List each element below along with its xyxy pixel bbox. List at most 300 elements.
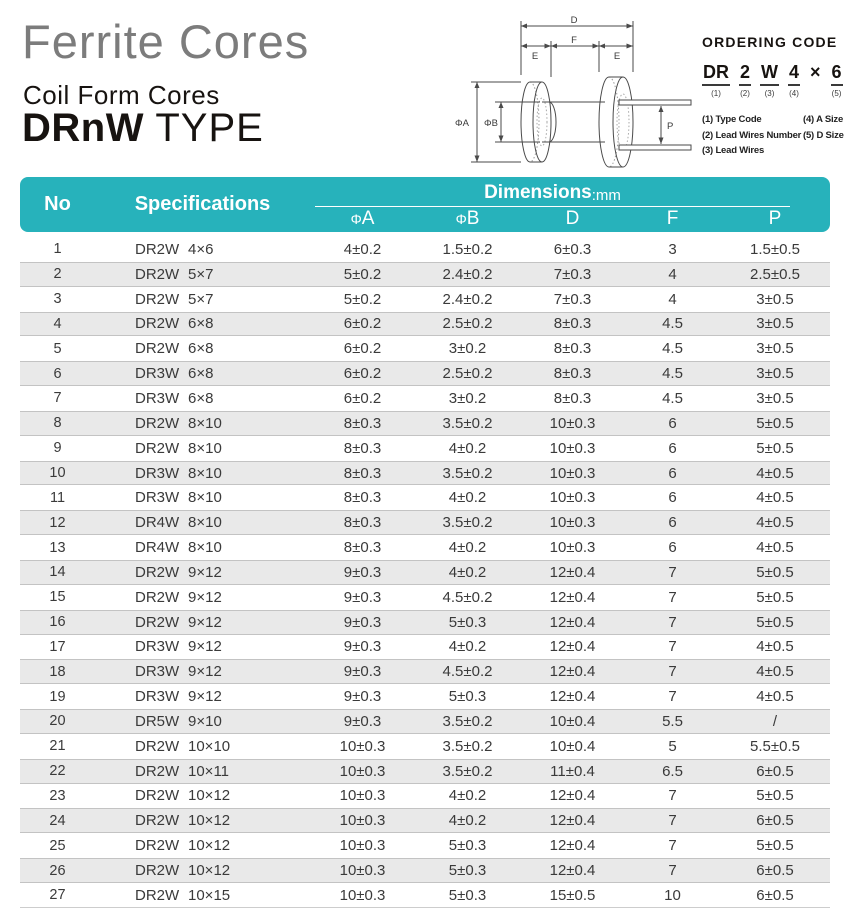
- ordering-code-legend: [702, 112, 848, 159]
- segment-chars: 4: [788, 63, 800, 86]
- dim-d: 12±0.4: [549, 613, 596, 631]
- segment-chars: DR: [702, 63, 730, 86]
- dim-d: 12±0.4: [549, 787, 596, 805]
- segment-index: (2): [740, 89, 750, 98]
- row-specification: [95, 390, 310, 407]
- spec-type-code: DR2W: [135, 240, 180, 258]
- dim-d: 12±0.4: [549, 862, 596, 880]
- dim-f: 4: [668, 265, 677, 283]
- dim-phi-b: 4±0.2: [448, 812, 487, 830]
- spec-size: 10×12: [188, 862, 231, 880]
- row-specification: [95, 315, 310, 332]
- dim-phi-a: 6±0.2: [343, 340, 382, 358]
- row-specification: [95, 713, 310, 730]
- spec-type-code: DR5W: [135, 712, 180, 730]
- dim-p: 4±0.5: [756, 489, 794, 507]
- dim-phi-b: 3.5±0.2: [442, 414, 493, 432]
- table-row: [20, 287, 830, 312]
- legend-item: (4) A Size: [803, 114, 844, 125]
- dim-p: 5±0.5: [756, 787, 794, 805]
- spec-size: 10×12: [188, 787, 231, 805]
- segment-index: (5): [831, 89, 842, 98]
- row-number: 2: [53, 266, 62, 283]
- row-specification: [95, 291, 310, 308]
- spec-type-code: DR3W: [135, 688, 180, 706]
- spec-type-code: DR2W: [135, 886, 180, 904]
- row-specification: [95, 489, 310, 506]
- column-header-f: F: [666, 208, 679, 230]
- table-row: [20, 709, 830, 734]
- dim-p: 5±0.5: [756, 837, 794, 855]
- spec-type-code: DR2W: [135, 414, 180, 432]
- dim-f: 6: [668, 464, 677, 482]
- dim-f: 7: [668, 563, 677, 581]
- dim-d: 10±0.3: [549, 514, 596, 532]
- spec-size: 10×11: [188, 762, 230, 780]
- row-number: 10: [49, 465, 66, 482]
- dim-p: 5.5±0.5: [750, 737, 800, 755]
- dim-phi-b: 5±0.3: [448, 837, 487, 855]
- dim-p: 6±0.5: [756, 762, 794, 780]
- dimensions-unit: :mm: [591, 186, 621, 204]
- segment-chars: 2: [739, 63, 751, 86]
- segment-index: (1): [711, 89, 721, 98]
- dim-p: 6±0.5: [756, 886, 794, 904]
- row-number: 7: [53, 390, 62, 407]
- table-row: [20, 883, 830, 908]
- dim-phi-a: 9±0.3: [343, 688, 382, 706]
- dim-p: 1.5±0.5: [750, 240, 800, 258]
- row-specification: [95, 738, 310, 755]
- row-number: 4: [53, 315, 62, 332]
- dim-phi-b: 3.5±0.2: [442, 762, 493, 780]
- dim-d: 10±0.3: [549, 489, 596, 507]
- row-number: 27: [49, 887, 66, 904]
- dim-phi-b: 5±0.3: [448, 886, 487, 904]
- dim-phi-a: 8±0.3: [343, 514, 382, 532]
- dim-phi-b: 4±0.2: [448, 638, 487, 656]
- dim-f: 7: [668, 837, 677, 855]
- dim-phi-b: 2.5±0.2: [442, 365, 493, 383]
- spec-size: 8×10: [188, 514, 222, 532]
- column-header-no: No: [44, 193, 71, 215]
- spec-size: 9×12: [188, 688, 222, 706]
- dim-d: 7±0.3: [553, 265, 592, 283]
- dim-phi-b: 2.4±0.2: [442, 265, 493, 283]
- dim-phi-b: 4±0.2: [448, 439, 487, 457]
- spec-size: 6×8: [188, 365, 214, 383]
- dim-phi-b: 4±0.2: [448, 539, 487, 557]
- spec-type-code: DR2W: [135, 563, 180, 581]
- dim-label-phi-b: ΦB: [484, 118, 498, 129]
- row-specification: [95, 340, 310, 357]
- row-number: 5: [53, 340, 62, 357]
- dim-phi-b: 3±0.2: [448, 340, 487, 358]
- table-row: [20, 833, 830, 858]
- dim-p: 2.5±0.5: [750, 265, 800, 283]
- dim-phi-b: 2.5±0.2: [442, 315, 493, 333]
- page-subtitle: Coil Form Cores: [23, 80, 220, 110]
- dim-f: 6: [668, 539, 677, 557]
- row-specification: [95, 887, 310, 904]
- row-number: 19: [49, 688, 66, 705]
- dim-f: 7: [668, 588, 677, 606]
- dim-p: 5±0.5: [756, 439, 794, 457]
- spec-type-code: DR4W: [135, 514, 180, 532]
- dim-p: 4±0.5: [756, 638, 794, 656]
- dim-label-phi-a: ΦA: [455, 118, 469, 129]
- spec-size: 10×12: [188, 812, 231, 830]
- ordering-code-segment: [702, 63, 730, 98]
- table-row: [20, 312, 830, 337]
- table-row: [20, 411, 830, 436]
- segment-index: (3): [764, 89, 775, 98]
- spec-size: 9×12: [188, 613, 222, 631]
- spec-type-code: DR3W: [135, 389, 180, 407]
- table-row: [20, 659, 830, 684]
- table-row: [20, 585, 830, 610]
- table-row: [20, 684, 830, 709]
- row-specification: [95, 465, 310, 482]
- table-row: [20, 461, 830, 486]
- dim-f: 5.5: [662, 712, 683, 730]
- dim-d: 10±0.3: [549, 539, 596, 557]
- dim-p: 4±0.5: [756, 539, 794, 557]
- dim-d: 10±0.3: [549, 464, 596, 482]
- dim-f: 4.5: [662, 340, 683, 358]
- spec-size: 10×10: [188, 737, 231, 755]
- column-header-p: P: [768, 208, 782, 230]
- dim-phi-b: 3±0.2: [448, 389, 487, 407]
- dim-d: 6±0.3: [553, 240, 592, 258]
- dim-d: 12±0.4: [549, 638, 596, 656]
- dim-d: 8±0.3: [553, 365, 592, 383]
- dim-phi-a: 10±0.3: [339, 762, 386, 780]
- dim-phi-b: 1.5±0.2: [442, 240, 493, 258]
- spec-type-code: DR2W: [135, 737, 180, 755]
- column-header-d: D: [565, 208, 580, 230]
- spec-size: 6×8: [188, 340, 214, 358]
- dim-phi-a: 10±0.3: [339, 837, 386, 855]
- dimensions-group-title: [315, 177, 790, 207]
- dim-f: 7: [668, 638, 677, 656]
- legend-item: (1) Type Code: [702, 114, 762, 125]
- dim-p: 5±0.5: [756, 563, 794, 581]
- spec-size: 5×7: [188, 290, 214, 308]
- row-number: 15: [49, 589, 66, 606]
- spec-type-code: DR2W: [135, 812, 180, 830]
- spec-size: 6×8: [188, 315, 214, 333]
- dim-phi-a: 8±0.3: [343, 489, 382, 507]
- dim-d: 10±0.3: [549, 439, 596, 457]
- dim-p: 5±0.5: [756, 588, 794, 606]
- row-number: 18: [49, 663, 66, 680]
- table-row: [20, 386, 830, 411]
- legend-item: (2) Lead Wires Number: [702, 129, 802, 141]
- dim-phi-b: 5±0.3: [448, 862, 487, 880]
- dim-phi-b: 4.5±0.2: [442, 588, 493, 606]
- drum-core-dimension-diagram: [443, 15, 693, 173]
- dim-f: 6: [668, 414, 677, 432]
- spec-type-code: DR3W: [135, 464, 180, 482]
- column-header-phi-b: ΦB: [455, 208, 480, 230]
- segment-chars: 6: [831, 63, 843, 86]
- dim-phi-a: 8±0.3: [343, 539, 382, 557]
- spec-type-code: DR2W: [135, 265, 180, 283]
- row-specification: [95, 440, 310, 457]
- dim-phi-b: 4±0.2: [448, 489, 487, 507]
- dim-phi-a: 10±0.3: [339, 737, 386, 755]
- dim-d: 8±0.3: [553, 315, 592, 333]
- dim-phi-b: 5±0.3: [448, 688, 487, 706]
- dim-phi-a: 5±0.2: [343, 265, 382, 283]
- segment-chars: W: [760, 63, 779, 86]
- spec-type-code: DR3W: [135, 489, 180, 507]
- spec-size: 9×12: [188, 588, 222, 606]
- type-title: [22, 106, 264, 151]
- spec-size: 6×8: [188, 389, 214, 407]
- spec-size: 10×12: [188, 837, 231, 855]
- spec-type-code: DR2W: [135, 837, 180, 855]
- dim-phi-b: 3.5±0.2: [442, 737, 493, 755]
- dim-f: 4.5: [662, 365, 683, 383]
- row-number: 8: [53, 415, 62, 432]
- spec-type-code: DR2W: [135, 439, 180, 457]
- dim-phi-a: 5±0.2: [343, 290, 382, 308]
- dim-f: 7: [668, 688, 677, 706]
- dim-f: 7: [668, 787, 677, 805]
- dim-f: 5: [668, 737, 677, 755]
- dim-d: 12±0.4: [549, 663, 596, 681]
- table-row: [20, 759, 830, 784]
- dim-d: 8±0.3: [553, 389, 592, 407]
- row-specification: [95, 514, 310, 531]
- table-row: [20, 535, 830, 560]
- legend-item: (5) D Size: [803, 129, 844, 141]
- dim-phi-a: 9±0.3: [343, 588, 382, 606]
- row-number: 6: [53, 365, 62, 382]
- ordering-code-string: [702, 63, 848, 98]
- spec-size: 8×10: [188, 414, 222, 432]
- dim-f: 6: [668, 489, 677, 507]
- row-number: 22: [49, 763, 66, 780]
- dim-phi-b: 3.5±0.2: [442, 514, 493, 532]
- spec-type-code: DR2W: [135, 290, 180, 308]
- spec-type-code: DR4W: [135, 539, 180, 557]
- row-number: 23: [49, 787, 66, 804]
- dim-phi-b: 2.4±0.2: [442, 290, 493, 308]
- dim-p: /: [772, 712, 778, 730]
- dim-phi-a: 10±0.3: [339, 812, 386, 830]
- ordering-code-title: ORDERING CODE: [702, 34, 838, 50]
- dim-phi-b: 4±0.2: [448, 787, 487, 805]
- spec-size: 8×10: [188, 439, 222, 457]
- dim-phi-b: 5±0.3: [448, 613, 487, 631]
- dim-label-e-left: E: [531, 51, 539, 62]
- page-title: Ferrite Cores: [22, 15, 310, 68]
- spec-type-code: DR2W: [135, 340, 180, 358]
- spec-type-code: DR3W: [135, 638, 180, 656]
- table-row: [20, 237, 830, 262]
- table-row: [20, 436, 830, 461]
- spec-size: 9×12: [188, 663, 222, 681]
- dim-p: 6±0.5: [756, 812, 794, 830]
- row-number: 20: [49, 713, 66, 730]
- row-number: 11: [49, 489, 66, 506]
- spec-type-code: DR3W: [135, 365, 180, 383]
- row-specification: [95, 564, 310, 581]
- dim-d: 12±0.4: [549, 563, 596, 581]
- dim-phi-a: 8±0.3: [343, 439, 382, 457]
- table-row: [20, 510, 830, 535]
- table-header: [20, 177, 830, 232]
- row-specification: [95, 812, 310, 829]
- ordering-code-segment: [739, 63, 751, 98]
- row-specification: [95, 415, 310, 432]
- spec-type-code: DR2W: [135, 315, 180, 333]
- row-specification: [95, 763, 310, 780]
- dim-d: 8±0.3: [553, 340, 592, 358]
- dim-p: 4±0.5: [756, 464, 794, 482]
- dim-p: 6±0.5: [756, 862, 794, 880]
- dimension-column-headers: [310, 207, 830, 232]
- dim-label-f: F: [571, 35, 577, 46]
- spec-size: 8×10: [188, 464, 222, 482]
- dim-phi-a: 9±0.3: [343, 712, 382, 730]
- row-specification: [95, 614, 310, 631]
- type-name: DRnW: [22, 106, 144, 150]
- dim-p: 3±0.5: [756, 365, 794, 383]
- dim-d: 12±0.4: [549, 812, 596, 830]
- dim-phi-a: 9±0.3: [343, 613, 382, 631]
- spec-size: 8×10: [188, 489, 222, 507]
- row-number: 17: [49, 638, 66, 655]
- legend-item: (3) Lead Wires: [702, 145, 765, 157]
- spec-size: 4×6: [188, 240, 214, 258]
- dim-p: 4±0.5: [756, 514, 794, 532]
- ordering-code-segment: [760, 63, 779, 98]
- row-specification: [95, 638, 310, 655]
- spec-type-code: DR2W: [135, 862, 180, 880]
- dim-phi-b: 4.5±0.2: [442, 663, 493, 681]
- dim-d: 10±0.4: [549, 737, 596, 755]
- segment-index: (4): [789, 89, 799, 98]
- dim-phi-a: 9±0.3: [343, 663, 382, 681]
- spec-type-code: DR3W: [135, 663, 180, 681]
- row-specification: [95, 837, 310, 854]
- dim-d: 12±0.4: [549, 837, 596, 855]
- dim-label-p: P: [667, 121, 674, 132]
- column-header-phi-a: ΦA: [350, 208, 375, 230]
- ordering-code-segment: [788, 63, 800, 98]
- dim-phi-a: 10±0.3: [339, 886, 386, 904]
- dim-f: 6: [668, 439, 677, 457]
- dim-p: 4±0.5: [756, 663, 794, 681]
- spec-size: 9×10: [188, 712, 222, 730]
- table-row: [20, 262, 830, 287]
- dim-p: 3±0.5: [756, 290, 794, 308]
- dim-phi-a: 6±0.2: [343, 315, 382, 333]
- row-number: 25: [49, 837, 66, 854]
- spec-type-code: DR2W: [135, 762, 180, 780]
- dim-label-e-right: E: [613, 51, 621, 62]
- dim-phi-a: 4±0.2: [343, 240, 382, 258]
- row-specification: [95, 663, 310, 680]
- dim-f: 7: [668, 613, 677, 631]
- table-row: [20, 734, 830, 759]
- dim-d: 10±0.3: [549, 414, 596, 432]
- dim-p: 3±0.5: [756, 389, 794, 407]
- dim-f: 6: [668, 514, 677, 532]
- table-row: [20, 336, 830, 361]
- spec-type-code: DR2W: [135, 588, 180, 606]
- spec-size: 8×10: [188, 539, 222, 557]
- table-row: [20, 361, 830, 386]
- row-number: 24: [49, 812, 66, 829]
- row-number: 26: [49, 862, 66, 879]
- row-number: 1: [53, 241, 62, 258]
- dim-f: 7: [668, 812, 677, 830]
- dim-d: 10±0.4: [549, 712, 596, 730]
- row-number: 13: [49, 539, 66, 556]
- dim-d: 7±0.3: [553, 290, 592, 308]
- dim-d: 12±0.4: [549, 588, 596, 606]
- row-specification: [95, 787, 310, 804]
- row-specification: [95, 589, 310, 606]
- dimensions-group-header: [310, 177, 830, 232]
- dim-d: 12±0.4: [549, 688, 596, 706]
- dim-phi-a: 8±0.3: [343, 464, 382, 482]
- dimensions-label: Dimensions: [484, 181, 592, 203]
- dim-f: 6.5: [662, 762, 683, 780]
- row-specification: [95, 241, 310, 258]
- dim-f: 3: [668, 240, 677, 258]
- dim-phi-b: 3.5±0.2: [442, 464, 493, 482]
- dim-phi-a: 6±0.2: [343, 365, 382, 383]
- dim-phi-a: 10±0.3: [339, 787, 386, 805]
- row-number: 16: [49, 614, 66, 631]
- row-specification: [95, 862, 310, 879]
- spec-size: 10×15: [188, 886, 231, 904]
- column-header-specifications: Specifications: [134, 193, 271, 215]
- dim-f: 7: [668, 663, 677, 681]
- dim-label-d: D: [570, 15, 578, 26]
- dim-f: 4.5: [662, 389, 683, 407]
- dim-p: 3±0.5: [756, 340, 794, 358]
- dim-d: 15±0.5: [549, 886, 596, 904]
- table-row: [20, 808, 830, 833]
- table-row: [20, 610, 830, 635]
- row-number: 21: [49, 738, 66, 755]
- dim-p: 3±0.5: [756, 315, 794, 333]
- dim-phi-a: 9±0.3: [343, 638, 382, 656]
- spec-size: 5×7: [188, 265, 214, 283]
- spec-type-code: DR2W: [135, 787, 180, 805]
- dim-phi-a: 10±0.3: [339, 862, 386, 880]
- row-specification: [95, 539, 310, 556]
- table-row: [20, 485, 830, 510]
- dim-phi-a: 9±0.3: [343, 563, 382, 581]
- spec-size: 9×12: [188, 638, 222, 656]
- dim-d: 11±0.4: [550, 762, 595, 780]
- dim-phi-a: 8±0.3: [343, 414, 382, 432]
- dim-f: 10: [664, 886, 681, 904]
- ordering-code-panel: [702, 34, 848, 159]
- type-suffix: TYPE: [143, 106, 264, 150]
- ordering-code-segment: [831, 63, 843, 98]
- dim-phi-b: 3.5±0.2: [442, 712, 493, 730]
- table-row: [20, 784, 830, 809]
